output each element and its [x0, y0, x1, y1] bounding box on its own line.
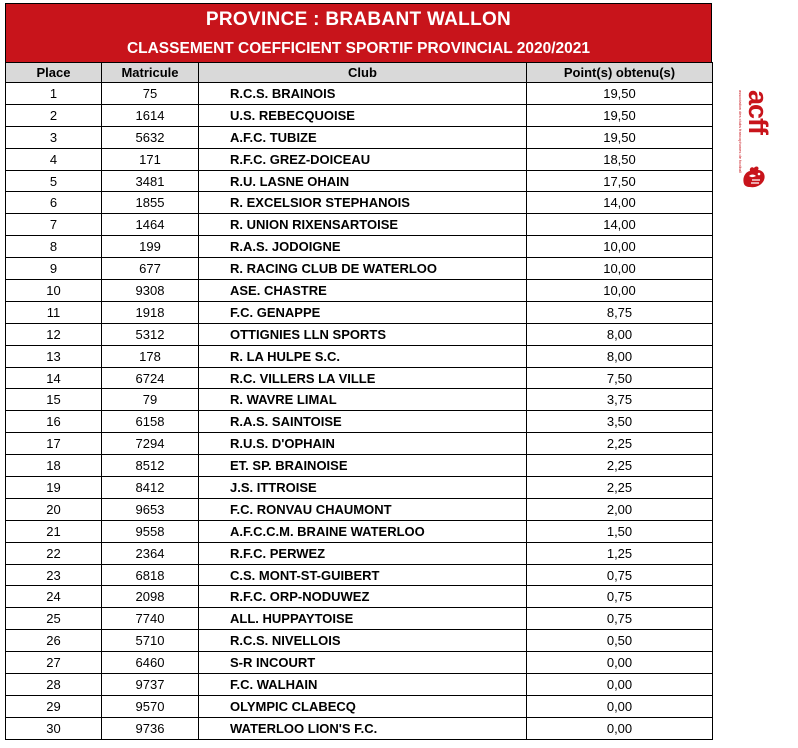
- club-cell: S-R INCOURT: [199, 652, 527, 674]
- table-row: [6, 345, 713, 367]
- place-cell: 14: [6, 367, 102, 389]
- table-header-row: [6, 63, 713, 83]
- page-subtitle: CLASSEMENT COEFFICIENT SPORTIF PROVINCIAL 2020/2021: [126, 40, 591, 57]
- matricule-cell: 9558: [102, 520, 199, 542]
- points-cell: 0,00: [527, 695, 713, 717]
- points-cell: 0,75: [527, 586, 713, 608]
- club-cell: R.F.C. PERWEZ: [199, 542, 527, 564]
- points-cell: 1,50: [527, 520, 713, 542]
- place-cell: 15: [6, 389, 102, 411]
- club-cell: R.C.S. BRAINOIS: [199, 83, 527, 105]
- place-cell: 4: [6, 148, 102, 170]
- club-cell: R.F.C. GREZ-DOICEAU: [199, 148, 527, 170]
- column-header-club: Club: [199, 63, 527, 83]
- matricule-cell: 5710: [102, 630, 199, 652]
- club-cell: R.U. LASNE OHAIN: [199, 170, 527, 192]
- place-cell: 26: [6, 630, 102, 652]
- club-cell: R. LA HULPE S.C.: [199, 345, 527, 367]
- matricule-cell: 8512: [102, 455, 199, 477]
- points-cell: 2,25: [527, 433, 713, 455]
- points-cell: 18,50: [527, 148, 713, 170]
- place-cell: 28: [6, 674, 102, 696]
- points-cell: 0,75: [527, 564, 713, 586]
- points-cell: 8,00: [527, 323, 713, 345]
- club-cell: ALL. HUPPAYTOISE: [199, 608, 527, 630]
- table-row: [6, 236, 713, 258]
- club-cell: A.F.C.C.M. BRAINE WATERLOO: [199, 520, 527, 542]
- matricule-cell: 5312: [102, 323, 199, 345]
- club-cell: F.C. RONVAU CHAUMONT: [199, 498, 527, 520]
- column-header-points: Point(s) obtenu(s): [527, 63, 713, 83]
- place-cell: 16: [6, 411, 102, 433]
- matricule-cell: 9570: [102, 695, 199, 717]
- matricule-cell: 9653: [102, 498, 199, 520]
- place-cell: 6: [6, 192, 102, 214]
- matricule-cell: 199: [102, 236, 199, 258]
- ranking-sheet: [5, 3, 712, 740]
- club-cell: ET. SP. BRAINOISE: [199, 455, 527, 477]
- points-cell: 3,75: [527, 389, 713, 411]
- table-row: [6, 192, 713, 214]
- points-cell: 8,75: [527, 301, 713, 323]
- place-cell: 20: [6, 498, 102, 520]
- place-cell: 19: [6, 477, 102, 499]
- table-row: [6, 674, 713, 696]
- matricule-cell: 2098: [102, 586, 199, 608]
- club-cell: F.C. GENAPPE: [199, 301, 527, 323]
- place-cell: 1: [6, 83, 102, 105]
- club-cell: OTTIGNIES LLN SPORTS: [199, 323, 527, 345]
- points-cell: 2,00: [527, 498, 713, 520]
- place-cell: 30: [6, 717, 102, 739]
- table-row: [6, 542, 713, 564]
- table-row: [6, 323, 713, 345]
- matricule-cell: 9308: [102, 280, 199, 302]
- matricule-cell: 9736: [102, 717, 199, 739]
- matricule-cell: 3481: [102, 170, 199, 192]
- matricule-cell: 1855: [102, 192, 199, 214]
- points-cell: 10,00: [527, 280, 713, 302]
- table-body: [6, 83, 713, 740]
- table-row: [6, 498, 713, 520]
- club-cell: R.C.S. NIVELLOIS: [199, 630, 527, 652]
- points-cell: 0,00: [527, 674, 713, 696]
- table-row: [6, 280, 713, 302]
- club-cell: R. UNION RIXENSARTOISE: [199, 214, 527, 236]
- matricule-cell: 677: [102, 258, 199, 280]
- matricule-cell: 6724: [102, 367, 199, 389]
- table-row: [6, 301, 713, 323]
- place-cell: 25: [6, 608, 102, 630]
- place-cell: 3: [6, 126, 102, 148]
- club-cell: A.F.C. TUBIZE: [199, 126, 527, 148]
- points-cell: 10,00: [527, 258, 713, 280]
- place-cell: 8: [6, 236, 102, 258]
- logo-wordmark: acff: [743, 90, 773, 135]
- club-cell: J.S. ITTROISE: [199, 477, 527, 499]
- matricule-cell: 178: [102, 345, 199, 367]
- place-cell: 22: [6, 542, 102, 564]
- table-row: [6, 367, 713, 389]
- logo-tagline: association des clubs francophones de football: [738, 90, 743, 173]
- points-cell: 0,00: [527, 652, 713, 674]
- place-cell: 27: [6, 652, 102, 674]
- table-row: [6, 455, 713, 477]
- table-row: [6, 258, 713, 280]
- place-cell: 21: [6, 520, 102, 542]
- points-cell: 0,00: [527, 717, 713, 739]
- place-cell: 7: [6, 214, 102, 236]
- table-row: [6, 433, 713, 455]
- matricule-cell: 9737: [102, 674, 199, 696]
- table-row: [6, 214, 713, 236]
- club-cell: R. RACING CLUB DE WATERLOO: [199, 258, 527, 280]
- table-row: [6, 411, 713, 433]
- table-row: [6, 389, 713, 411]
- matricule-cell: 7294: [102, 433, 199, 455]
- points-cell: 0,75: [527, 608, 713, 630]
- points-cell: 2,25: [527, 455, 713, 477]
- club-cell: R. WAVRE LIMAL: [199, 389, 527, 411]
- club-cell: F.C. WALHAIN: [199, 674, 527, 696]
- table-row: [6, 477, 713, 499]
- place-cell: 13: [6, 345, 102, 367]
- matricule-cell: 5632: [102, 126, 199, 148]
- place-cell: 10: [6, 280, 102, 302]
- place-cell: 24: [6, 586, 102, 608]
- place-cell: 18: [6, 455, 102, 477]
- table-row: [6, 586, 713, 608]
- club-cell: R.A.S. SAINTOISE: [199, 411, 527, 433]
- table-row: [6, 83, 713, 105]
- matricule-cell: 7740: [102, 608, 199, 630]
- points-cell: 0,50: [527, 630, 713, 652]
- table-row: [6, 695, 713, 717]
- table-row: [6, 717, 713, 739]
- matricule-cell: 1464: [102, 214, 199, 236]
- matricule-cell: 6460: [102, 652, 199, 674]
- table-row: [6, 652, 713, 674]
- place-cell: 2: [6, 104, 102, 126]
- place-cell: 5: [6, 170, 102, 192]
- points-cell: 1,25: [527, 542, 713, 564]
- place-cell: 12: [6, 323, 102, 345]
- club-cell: U.S. REBECQUOISE: [199, 104, 527, 126]
- points-cell: 8,00: [527, 345, 713, 367]
- matricule-cell: 75: [102, 83, 199, 105]
- points-cell: 14,00: [527, 192, 713, 214]
- points-cell: 19,50: [527, 104, 713, 126]
- table-row: [6, 148, 713, 170]
- matricule-cell: 8412: [102, 477, 199, 499]
- club-cell: R.C. VILLERS LA VILLE: [199, 367, 527, 389]
- points-cell: 3,50: [527, 411, 713, 433]
- table-row: [6, 608, 713, 630]
- column-header-matricule: Matricule: [102, 63, 199, 83]
- matricule-cell: 171: [102, 148, 199, 170]
- matricule-cell: 79: [102, 389, 199, 411]
- table-row: [6, 170, 713, 192]
- ranking-table: [5, 62, 713, 740]
- matricule-cell: 2364: [102, 542, 199, 564]
- points-cell: 17,50: [527, 170, 713, 192]
- points-cell: 19,50: [527, 83, 713, 105]
- matricule-cell: 1918: [102, 301, 199, 323]
- header-banner: [5, 3, 712, 62]
- page-title: PROVINCE : BRABANT WALLON: [205, 9, 512, 30]
- matricule-cell: 6818: [102, 564, 199, 586]
- points-cell: 7,50: [527, 367, 713, 389]
- place-cell: 9: [6, 258, 102, 280]
- points-cell: 19,50: [527, 126, 713, 148]
- club-cell: OLYMPIC CLABECQ: [199, 695, 527, 717]
- club-cell: R.A.S. JODOIGNE: [199, 236, 527, 258]
- matricule-cell: 1614: [102, 104, 199, 126]
- club-cell: R. EXCELSIOR STEPHANOIS: [199, 192, 527, 214]
- place-cell: 23: [6, 564, 102, 586]
- column-header-place: Place: [6, 63, 102, 83]
- table-row: [6, 630, 713, 652]
- club-cell: WATERLOO LION'S F.C.: [199, 717, 527, 739]
- matricule-cell: 6158: [102, 411, 199, 433]
- table-row: [6, 520, 713, 542]
- club-cell: C.S. MONT-ST-GUIBERT: [199, 564, 527, 586]
- club-cell: R.F.C. ORP-NODUWEZ: [199, 586, 527, 608]
- place-cell: 17: [6, 433, 102, 455]
- rooster-icon: [740, 164, 768, 190]
- place-cell: 29: [6, 695, 102, 717]
- points-cell: 2,25: [527, 477, 713, 499]
- club-cell: R.U.S. D'OPHAIN: [199, 433, 527, 455]
- table-row: [6, 104, 713, 126]
- points-cell: 14,00: [527, 214, 713, 236]
- points-cell: 10,00: [527, 236, 713, 258]
- table-row: [6, 564, 713, 586]
- place-cell: 11: [6, 301, 102, 323]
- acff-logo: [736, 90, 772, 190]
- club-cell: ASE. CHASTRE: [199, 280, 527, 302]
- table-row: [6, 126, 713, 148]
